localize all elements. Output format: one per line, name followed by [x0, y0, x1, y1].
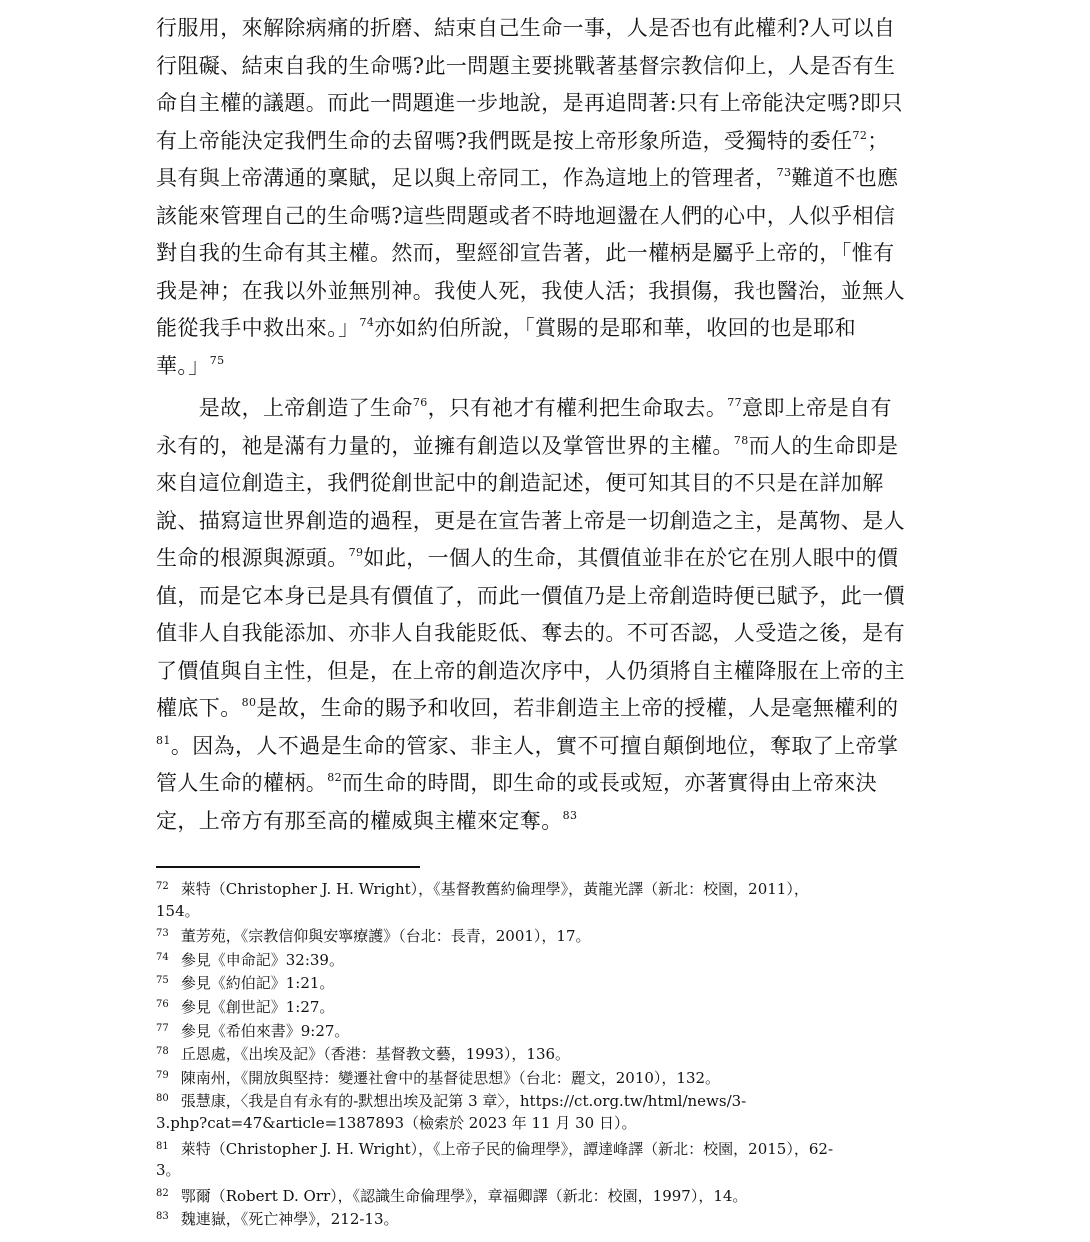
body-text-segment: 管人生命的權柄。 [156, 771, 328, 795]
body-text-segment: 而生命的時間，即生命的或長或短，亦著實得由上帝來決 [342, 771, 878, 795]
footnote-ref[interactable]: 75 [209, 353, 225, 367]
footnote-ref[interactable]: 82 [327, 771, 343, 784]
footnote-text: 丘恩處，《出埃及記》（香港：基督教文藝，1993），136。 [180, 1045, 571, 1064]
body-text-segment: 如此，一個人的生命，其價值並非在於它在別人眼中的價 [363, 546, 899, 570]
footnote-number: 73 [156, 928, 169, 940]
body-line [156, 160, 946, 196]
footnote-text: 154。 [156, 901, 200, 920]
footnote-ref[interactable]: 72 [852, 128, 868, 142]
body-line: 行服用，來解除病痛的折磨、結束自己生命一事，人是否也有此權利?人可以自 [156, 16, 896, 40]
body-text-segment: 是故，生命的賜予和收回，若非創造主上帝的授權，人是毫無權利的 [256, 696, 899, 720]
footnote-line [156, 1158, 956, 1182]
body-line [156, 348, 946, 384]
body-line: 該能來管理自己的生命嗎?這些問題或者不時地迴盪在人們的心中，人似乎相信 [156, 203, 896, 228]
footnote-ref[interactable]: 74 [359, 316, 375, 329]
body-line: 對自我的生命有其主權。然而，聖經卻宣告著，此一權柄是屬乎上帝的，「惟有 [156, 241, 895, 265]
body-text-segment: 生命的根源與源頭。 [156, 546, 349, 570]
footnote-number: 80 [156, 1093, 169, 1105]
footnote-ref[interactable]: 77 [727, 396, 743, 409]
footnote-number: 74 [156, 951, 169, 963]
footnote-ref[interactable]: 73 [776, 166, 792, 179]
body-line: 說、描寫這世界創造的過程，更是在宣告著上帝是一切創造之主，是萬物、是人 [156, 508, 905, 533]
body-line [156, 690, 946, 726]
body-line: 值，而是它本身已是具有價值了，而此一價值乃是上帝創造時便已賦予，此一價 [156, 583, 905, 608]
body-line: 行阻礙、結束自我的生命嗎?此一問題主要挑戰著基督宗教信仰上，人是否有生 [156, 53, 896, 78]
footnote-line [156, 1064, 956, 1088]
footnote-line [156, 922, 956, 946]
footnote-text: 參見《約伯記》1:21。 [180, 974, 335, 993]
body-text-segment: 亦如約伯所說，「賞賜的是耶和華，收回的也是耶和 [374, 316, 857, 340]
body-text-segment: 具有與上帝溝通的稟賦，足以與上帝同工，作為這地上的管理者， [156, 166, 777, 190]
body-line: 來自這位創造主，我們從創世記中的創造記述，便可知其目的不只是在詳加解 [156, 471, 884, 495]
footnote-number: 82 [156, 1187, 169, 1199]
body-line: 值非人自我能添加、亦非人自我能貶低、奪去的。不可否認，人受造之後，是有 [156, 621, 905, 645]
footnote-ref[interactable]: 78 [733, 433, 749, 447]
footnote-ref[interactable]: 81 [156, 733, 171, 747]
footnote-text: 陳南州，《開放與堅持：變遷社會中的基督徒思想》（台北：麗文，2010），132。 [180, 1068, 721, 1087]
body-line: 了價值與自主性，但是，在上帝的創造次序中，人仍須將自主權降服在上帝的主 [156, 658, 905, 683]
footnote-text: 參見《希伯來書》9:27。 [180, 1021, 350, 1040]
footnote-line [156, 993, 956, 1017]
footnote-number: 81 [156, 1140, 169, 1152]
body-text-segment: 永有的，祂是滿有力量的，並擁有創造以及掌管世界的主權。 [156, 433, 734, 458]
footnote-text: 參見《申命記》32:39。 [180, 950, 344, 969]
footnote-number: 79 [156, 1069, 169, 1081]
body-text-segment: ； [867, 128, 889, 153]
footnote-line [156, 1017, 956, 1041]
body-line: 我是神；在我以外並無別神。我使人死，我使人活；我損傷，我也醫治，並無人 [156, 278, 905, 303]
body-line: 命自主權的議題。而此一問題進一步地說，是再追問著:只有上帝能決定嗎?即只 [156, 91, 903, 115]
body-text-segment: 。因為，人不過是生命的管家、非主人，實不可擅自顛倒地位，奪取了上帝掌 [170, 733, 899, 758]
footnote-ref[interactable]: 83 [562, 808, 578, 822]
footnote-line [156, 1040, 956, 1064]
body-line [156, 540, 946, 576]
body-line [156, 765, 946, 801]
footnote-text: 鄂爾（Robert D. Orr），《認識生命倫理學》，章福卿譯（新北：校園，1997），14。 [180, 1186, 748, 1205]
footnote-number: 83 [156, 1211, 169, 1223]
footnote-number: 78 [156, 1046, 169, 1058]
footnote-text: 董芳苑，《宗教信仰與安寧療護》（台北：長青，2001），17。 [180, 927, 591, 946]
body-text-segment: 是故，上帝創造了生命 [156, 396, 413, 420]
footnote-number: 76 [156, 999, 169, 1010]
body-text-segment: 權底下。 [156, 696, 242, 720]
footnote-separator [156, 866, 420, 868]
footnote-line [156, 1205, 956, 1229]
footnote-line [156, 946, 956, 970]
body-text-segment: ，只有祂才有權利把生命取去。 [427, 396, 728, 420]
footnote-text: 魏連嶽，《死亡神學》，212-13。 [180, 1210, 399, 1229]
footnote-number: 72 [156, 881, 169, 892]
body-line [156, 310, 946, 346]
body-text-segment: 意即上帝是自有 [742, 396, 892, 420]
footnote-text: 3。 [156, 1161, 181, 1180]
body-line [156, 390, 946, 426]
footnote-ref[interactable]: 76 [412, 396, 428, 409]
body-line [156, 428, 946, 464]
footnote-number: 75 [156, 975, 169, 987]
footnote-number: 77 [156, 1022, 169, 1034]
footnote-line [156, 1111, 956, 1135]
body-text-segment: 有上帝能決定我們生命的去留嗎?我們既是按上帝形象所造，受獨特的委任 [156, 128, 853, 153]
footnote-ref[interactable]: 79 [348, 546, 364, 559]
body-text-segment: 華。」 [156, 353, 210, 378]
body-text-segment: 定，上帝方有那至高的權威與主權來定奪。 [156, 808, 563, 833]
body-text-segment: 而人的生命即是 [748, 433, 899, 458]
body-text-segment: 能從我手中救出來。」 [156, 316, 360, 340]
footnote-text: 萊特（Christopher J. H. Wright），《上帝子民的倫理學》，譚達峰譯（新北：校園，2015），62- [180, 1139, 834, 1158]
body-line [156, 728, 946, 764]
footnote-text: 參見《創世記》1:27。 [180, 998, 335, 1016]
footnote-line [156, 899, 956, 923]
body-text-segment: 難道不也應 [791, 166, 899, 190]
body-line [156, 803, 946, 839]
footnote-text: 張慧康，〈我是自有永有的-默想出埃及記第 3 章〉，https://ct.org.tw/html/news/3- [180, 1092, 747, 1111]
footnote-ref[interactable]: 80 [241, 696, 257, 709]
footnote-line [156, 1182, 956, 1206]
footnote-line [156, 1087, 956, 1111]
footnote-line [156, 1135, 956, 1159]
footnote-text: 3.php?cat=47&article=1387893（檢索於 2023 年 11 月 30 日）。 [156, 1114, 637, 1132]
body-line [156, 123, 946, 159]
footnote-text: 萊特（Christopher J. H. Wright），《基督教舊約倫理學》，黃龍光譯（新北：校園，2011）， [180, 880, 809, 898]
footnote-line [156, 969, 956, 993]
footnote-line [156, 875, 956, 899]
